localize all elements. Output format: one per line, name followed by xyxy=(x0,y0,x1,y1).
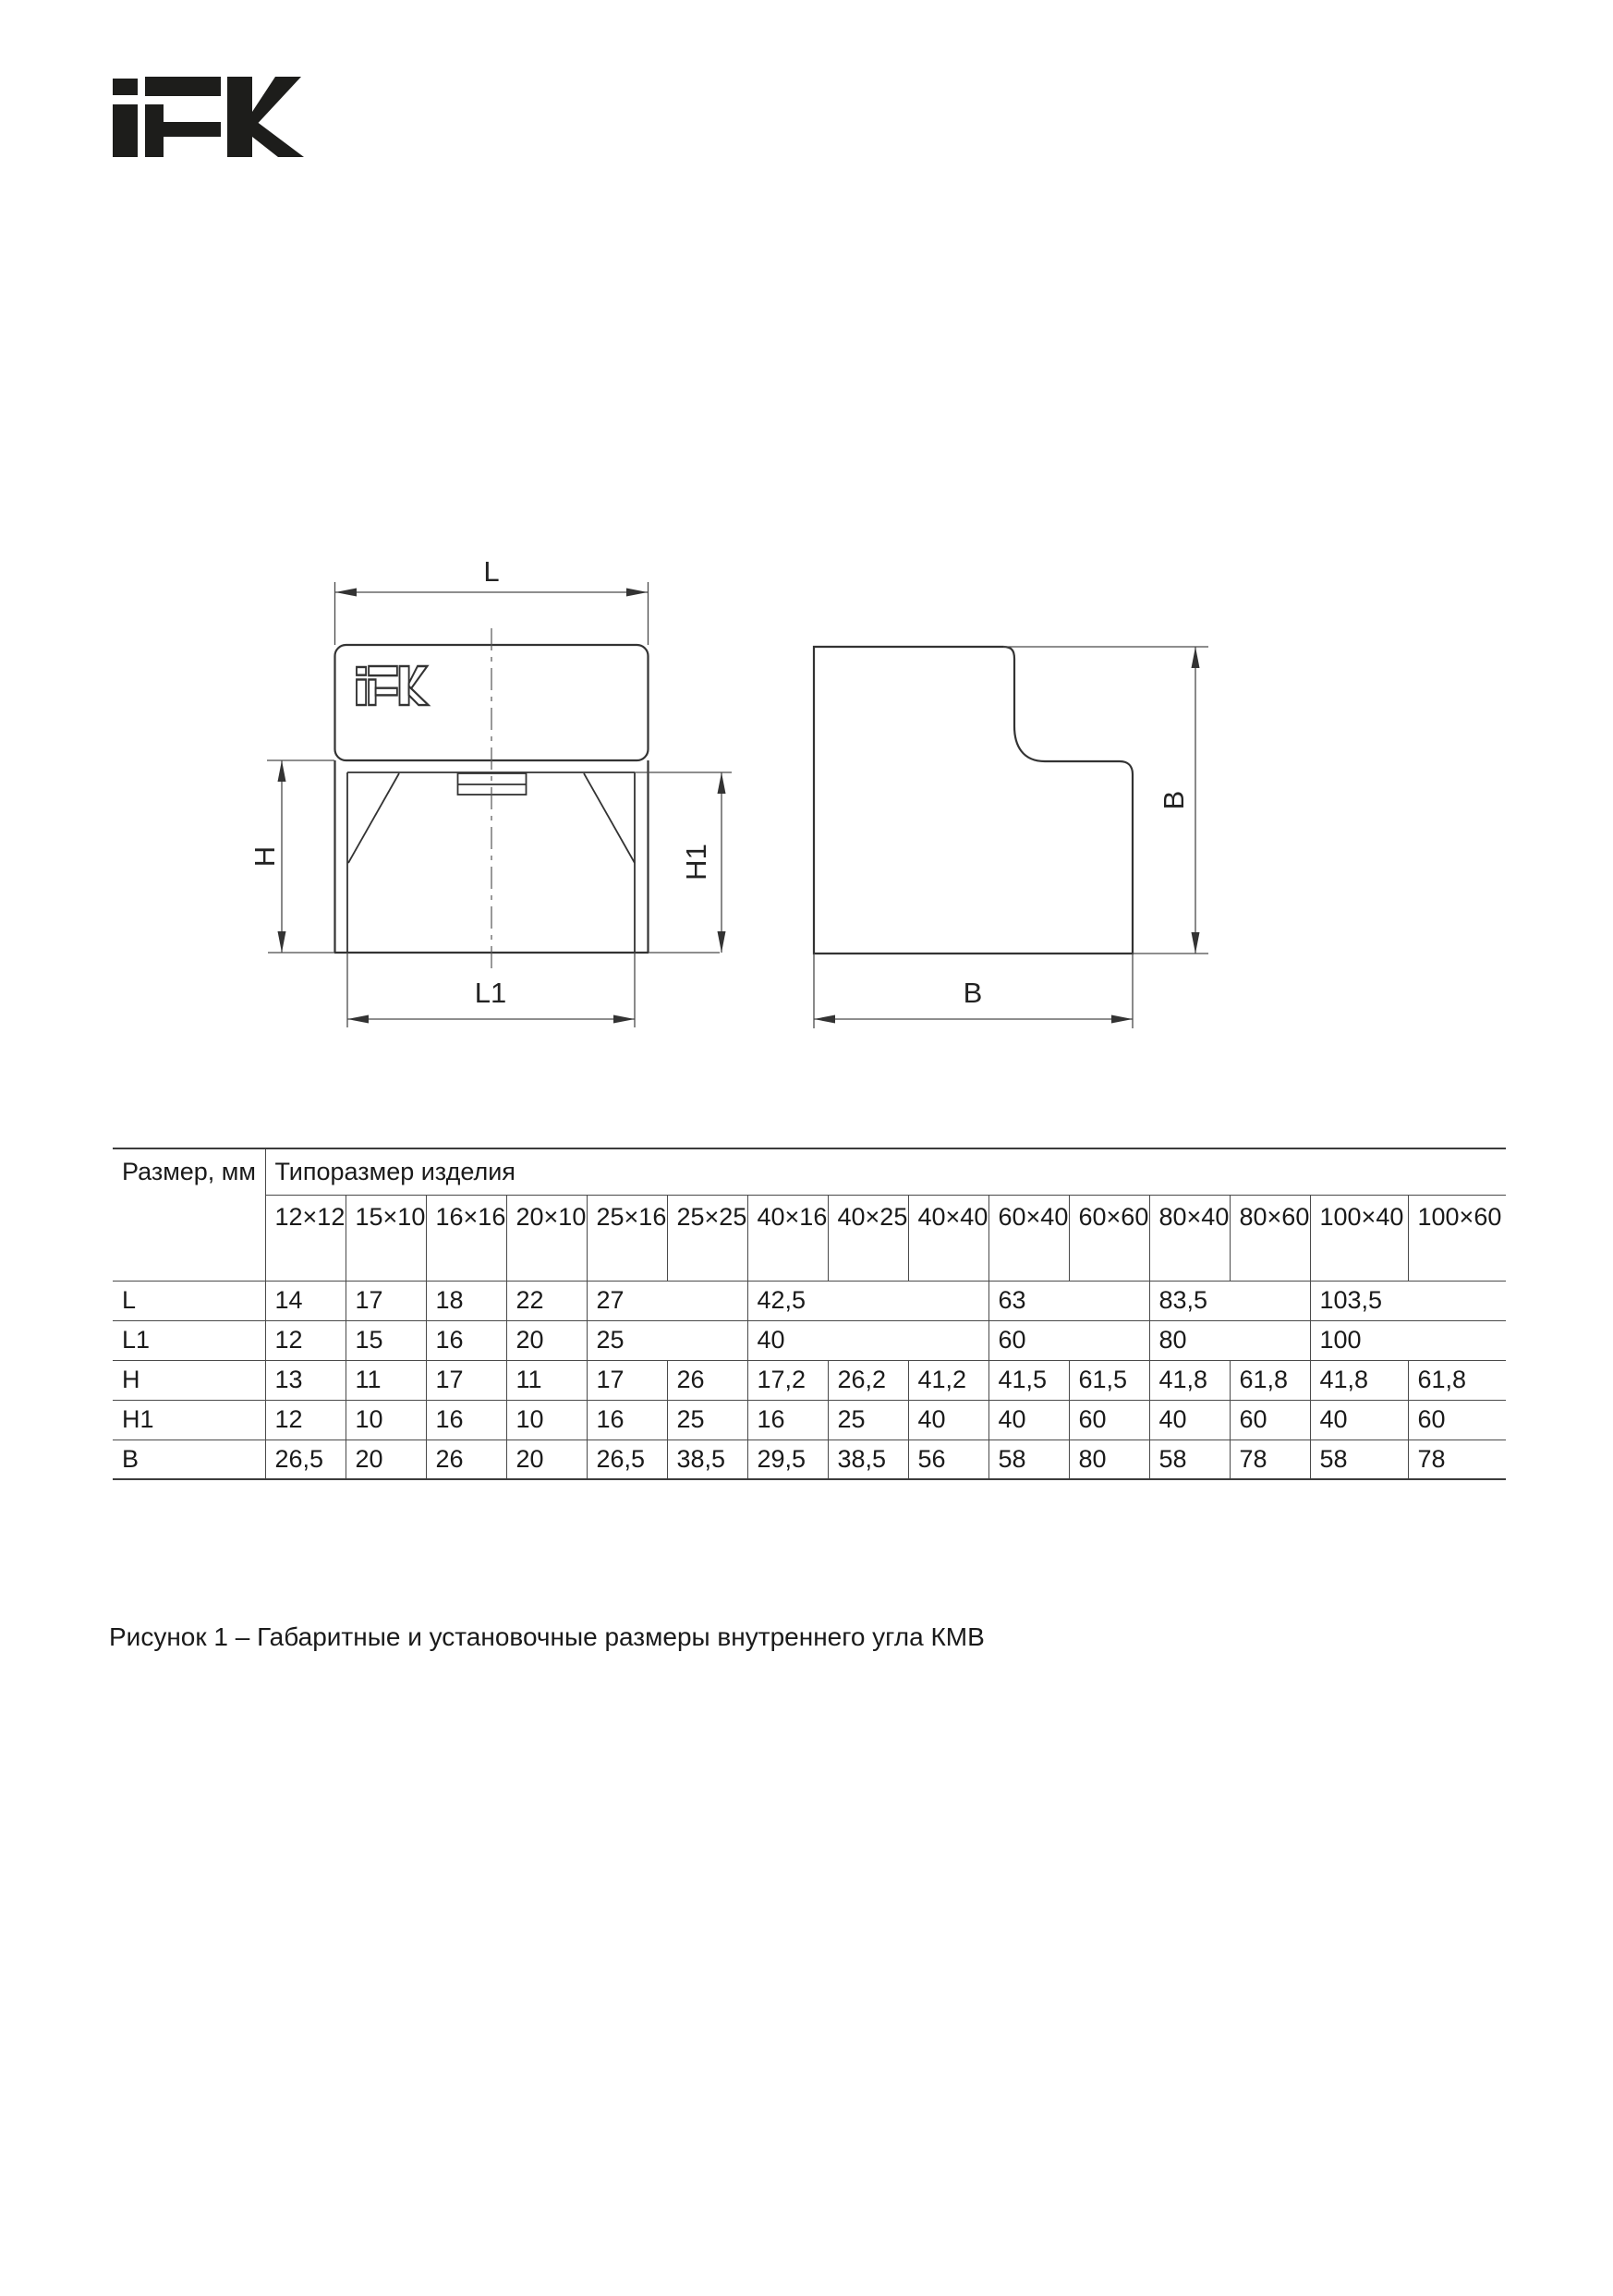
iek-embossed-logo xyxy=(357,666,429,705)
row-label: H1 xyxy=(113,1400,265,1440)
table-cell: 78 xyxy=(1408,1440,1506,1479)
table-cell: 61,5 xyxy=(1069,1360,1149,1400)
table-cell: 80 xyxy=(1149,1320,1310,1360)
table-cell: 26,5 xyxy=(587,1440,667,1479)
label-H: H xyxy=(249,845,281,868)
table-cell: 61,8 xyxy=(1230,1360,1310,1400)
table-group-header: Типоразмер изделия xyxy=(265,1148,1506,1195)
table-cell: 80 xyxy=(1069,1440,1149,1479)
table-cell: 26,2 xyxy=(828,1360,908,1400)
table-cell: 83,5 xyxy=(1149,1281,1310,1320)
table-cell: 12 xyxy=(265,1400,346,1440)
column-header: 80×60 xyxy=(1230,1195,1310,1281)
side-view-outline xyxy=(814,647,1133,954)
table-cell: 40 xyxy=(1149,1400,1230,1440)
column-header: 12×12 xyxy=(265,1195,346,1281)
table-cell: 56 xyxy=(908,1440,988,1479)
table-cell: 63 xyxy=(988,1281,1149,1320)
table-cell: 11 xyxy=(346,1360,426,1400)
row-label: B xyxy=(113,1440,265,1479)
table-cell: 25 xyxy=(587,1320,747,1360)
table-cell: 26 xyxy=(667,1360,747,1400)
table-cell: 17 xyxy=(346,1281,426,1320)
table-cell: 58 xyxy=(988,1440,1069,1479)
table-cell: 12 xyxy=(265,1320,346,1360)
column-header: 25×25 xyxy=(667,1195,747,1281)
table-cell: 25 xyxy=(828,1400,908,1440)
table-cell: 40 xyxy=(908,1400,988,1440)
column-header: 16×16 xyxy=(426,1195,506,1281)
table-cell: 25 xyxy=(667,1400,747,1440)
table-cell: 61,8 xyxy=(1408,1360,1506,1400)
table-cell: 26 xyxy=(426,1440,506,1479)
column-header: 25×16 xyxy=(587,1195,667,1281)
table-cell: 13 xyxy=(265,1360,346,1400)
dimension-B-horizontal xyxy=(814,977,1133,1024)
table-cell: 60 xyxy=(1069,1400,1149,1440)
table-cell: 11 xyxy=(506,1360,587,1400)
row-label: H xyxy=(113,1360,265,1400)
table-cell: 58 xyxy=(1149,1440,1230,1479)
table-cell: 58 xyxy=(1310,1440,1408,1479)
dimension-L xyxy=(335,555,648,597)
table-cell: 26,5 xyxy=(265,1440,346,1479)
table-cell: 17 xyxy=(426,1360,506,1400)
label-H1: H1 xyxy=(680,844,712,881)
table-cell: 40 xyxy=(1310,1400,1408,1440)
table-cell: 10 xyxy=(346,1400,426,1440)
table-cell: 17 xyxy=(587,1360,667,1400)
table-cell: 22 xyxy=(506,1281,587,1320)
table-cell: 60 xyxy=(1408,1400,1506,1440)
table-cell: 40 xyxy=(747,1320,988,1360)
table-cell: 20 xyxy=(506,1320,587,1360)
table-cell: 41,8 xyxy=(1149,1360,1230,1400)
column-header: 100×40 xyxy=(1310,1195,1408,1281)
table-cell: 78 xyxy=(1230,1440,1310,1479)
table-cell: 41,2 xyxy=(908,1360,988,1400)
table-cell: 100 xyxy=(1310,1320,1506,1360)
table-cell: 27 xyxy=(587,1281,747,1320)
table-cell: 18 xyxy=(426,1281,506,1320)
extension-lines-right xyxy=(814,647,1208,1028)
table-row xyxy=(113,1320,1506,1360)
table-cell: 16 xyxy=(426,1400,506,1440)
table-cell: 14 xyxy=(265,1281,346,1320)
table-cell: 40 xyxy=(988,1400,1069,1440)
table-cell: 41,8 xyxy=(1310,1360,1408,1400)
table-row xyxy=(113,1440,1506,1479)
table-cell: 15 xyxy=(346,1320,426,1360)
dimensions-table xyxy=(113,1148,1506,1480)
dimension-drawing xyxy=(157,536,1312,1053)
table-cell: 38,5 xyxy=(667,1440,747,1479)
table-cell: 16 xyxy=(426,1320,506,1360)
table-cell: 20 xyxy=(346,1440,426,1479)
table-row xyxy=(113,1281,1506,1320)
table-cell: 38,5 xyxy=(828,1440,908,1479)
dimension-H xyxy=(249,760,286,953)
table-cell: 10 xyxy=(506,1400,587,1440)
column-header: 60×40 xyxy=(988,1195,1069,1281)
table-cell: 103,5 xyxy=(1310,1281,1506,1320)
column-header: 80×40 xyxy=(1149,1195,1230,1281)
column-header: 40×25 xyxy=(828,1195,908,1281)
table-cell: 29,5 xyxy=(747,1440,828,1479)
table-cell: 17,2 xyxy=(747,1360,828,1400)
table-cell: 42,5 xyxy=(747,1281,988,1320)
table-row xyxy=(113,1360,1506,1400)
dimension-H1 xyxy=(680,772,726,953)
label-L1: L1 xyxy=(474,977,507,1009)
row-label: L xyxy=(113,1281,265,1320)
label-L: L xyxy=(483,555,500,588)
table-cell: 16 xyxy=(747,1400,828,1440)
column-header: 15×10 xyxy=(346,1195,426,1281)
column-header: 40×40 xyxy=(908,1195,988,1281)
column-header: 20×10 xyxy=(506,1195,587,1281)
dimension-L1 xyxy=(347,977,635,1024)
figure-caption: Рисунок 1 – Габаритные и установочные размеры внутреннего угла КМВ xyxy=(109,1622,985,1651)
table-cell: 60 xyxy=(1230,1400,1310,1440)
label-B-vertical: B xyxy=(1158,790,1190,810)
column-header: 100×60 xyxy=(1408,1195,1506,1281)
table-cell: 41,5 xyxy=(988,1360,1069,1400)
table-cell: 60 xyxy=(988,1320,1149,1360)
column-header: 40×16 xyxy=(747,1195,828,1281)
cover-outline xyxy=(335,645,649,760)
table-row xyxy=(113,1400,1506,1440)
label-B-horizontal: B xyxy=(963,977,983,1009)
table-cell: 16 xyxy=(587,1400,667,1440)
dimension-B-vertical xyxy=(1158,647,1200,954)
row-label: L1 xyxy=(113,1320,265,1360)
column-header: 60×60 xyxy=(1069,1195,1149,1281)
table-cell: 20 xyxy=(506,1440,587,1479)
iek-logo xyxy=(113,77,305,157)
table-corner-header: Размер, мм xyxy=(113,1148,265,1281)
